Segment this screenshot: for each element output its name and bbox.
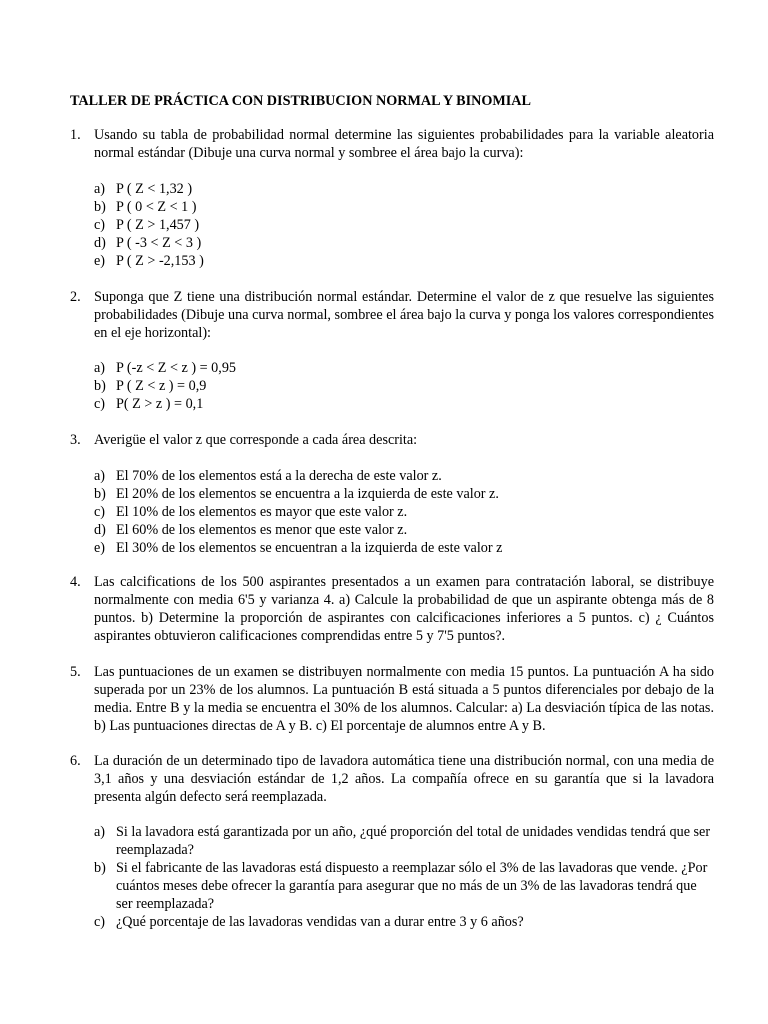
list-item (94, 377, 714, 395)
item-text: El 70% de los elementos está a la derecha de este valor z. (116, 468, 442, 484)
question-text: Las calcifications de los 500 aspirantes presentados a un examen para contratación laboral, se distribuye normalmente con media 6'5 y varianza 4. a) Calcule la probabilidad de que un aspirante obtenga más de 8 puntos. b) Determine la proporción de aspirantes con calcificaciones inferiores a 5 puntos. c) ¿ Cuántos aspirantes obtuvieron calificaciones comprendidas entre 5 y 7'5 puntos?. (94, 574, 714, 644)
list-item (94, 216, 714, 234)
item-text: P ( Z > 1,457 ) (116, 217, 200, 233)
list-item (94, 234, 714, 252)
list-item (94, 539, 714, 557)
question-text: La duración de un determinado tipo de lavadora automática tiene una distribución normal, con una media de 3,1 años y una desviación estándar de 1,2 años. La compañía ofrece en su garantía que si la lavadora presenta algún defecto será reemplazada. (94, 753, 714, 805)
item-label: a) (94, 824, 106, 840)
question-2 (70, 288, 714, 342)
question-number: 3. (70, 432, 81, 448)
item-label: a) (94, 360, 106, 376)
item-text: Si el fabricante de las lavadoras está dispuesto a reemplazar sólo el 3% de las lavadoras que vende. ¿Por cuántos meses debe ofrecer la garantía para asegurar que no más de un 3% de las lavadoras tendrá que ser reemplazada? (116, 860, 708, 912)
item-text: Si la lavadora está garantizada por un año, ¿qué proporción del total de unidades vendidas tendrá que ser reemplazada? (116, 824, 711, 858)
list-item (94, 467, 714, 485)
question-3 (70, 431, 714, 449)
list-item (94, 198, 714, 216)
list-item (94, 359, 714, 377)
item-text: P ( 0 < Z < 1 ) (116, 199, 197, 215)
list-item (94, 252, 714, 270)
item-text: P ( Z < z ) = 0,9 (116, 378, 207, 394)
question-2-items (94, 359, 714, 413)
item-text: P ( Z > -2,153 ) (116, 253, 204, 269)
list-item (94, 503, 714, 521)
item-label: b) (94, 486, 106, 502)
item-text: El 30% de los elementos se encuentran a la izquierda de este valor z (116, 540, 503, 556)
item-label: d) (94, 522, 106, 538)
item-label: b) (94, 860, 106, 876)
question-3-items (94, 467, 714, 557)
item-label: b) (94, 378, 106, 394)
item-text: P ( -3 < Z < 3 ) (116, 235, 202, 251)
item-text: El 60% de los elementos es menor que este valor z. (116, 522, 408, 538)
item-text: P( Z > z ) = 0,1 (116, 396, 204, 412)
item-label: a) (94, 468, 106, 484)
item-text: P (-z < Z < z ) = 0,95 (116, 360, 237, 376)
question-4 (70, 573, 714, 645)
list-item (94, 395, 714, 413)
list-item (94, 521, 714, 539)
item-label: a) (94, 181, 106, 197)
item-text: ¿Qué porcentaje de las lavadoras vendidas van a durar entre 3 y 6 años? (116, 914, 524, 930)
question-number: 4. (70, 574, 81, 590)
item-label: e) (94, 540, 106, 556)
item-text: El 10% de los elementos es mayor que este valor z. (116, 504, 408, 520)
list-item (94, 823, 714, 859)
question-6 (70, 752, 714, 806)
list-item (94, 913, 714, 931)
list-item (94, 180, 714, 198)
question-1-items (94, 180, 714, 270)
question-6-items (94, 823, 714, 931)
question-number: 5. (70, 664, 81, 680)
list-item (94, 485, 714, 503)
item-label: e) (94, 253, 106, 269)
item-label: b) (94, 199, 106, 215)
item-label: c) (94, 504, 106, 520)
question-text: Averigüe el valor z que corresponde a cada área descrita: (94, 432, 418, 448)
item-text: El 20% de los elementos se encuentra a la izquierda de este valor z. (116, 486, 499, 502)
question-1 (70, 126, 714, 162)
question-number: 6. (70, 753, 81, 769)
question-text: Suponga que Z tiene una distribución normal estándar. Determine el valor de z que resuelve las siguientes probabilidades (Dibuje una curva normal, sombree el área bajo la curva y ponga los valores correspondientes en el eje horizontal): (94, 289, 714, 341)
question-5 (70, 663, 714, 735)
item-label: c) (94, 914, 106, 930)
document-title: TALLER DE PRÁCTICA CON DISTRIBUCION NORMAL Y BINOMIAL (70, 93, 532, 109)
item-label: c) (94, 217, 106, 233)
question-text: Las puntuaciones de un examen se distribuyen normalmente con media 15 puntos. La puntuación A ha sido superada por un 23% de los alumnos. La puntuación B está situada a 5 puntos diferenciales por debajo de la media. Entre B y la media se encuentra el 30% de los alumnos. Calcular: a) La desviación típica de las notas. b) Las puntuaciones directas de A y B. c) El porcentaje de alumnos entre A y B. (94, 664, 714, 734)
question-text: Usando su tabla de probabilidad normal determine las siguientes probabilidades para la variable aleatoria normal estándar (Dibuje una curva normal y sombree el área bajo la curva): (94, 127, 714, 161)
list-item (94, 859, 714, 913)
item-label: c) (94, 396, 106, 412)
question-number: 1. (70, 127, 81, 143)
question-number: 2. (70, 289, 81, 305)
item-text: P ( Z < 1,32 ) (116, 181, 193, 197)
item-label: d) (94, 235, 106, 251)
